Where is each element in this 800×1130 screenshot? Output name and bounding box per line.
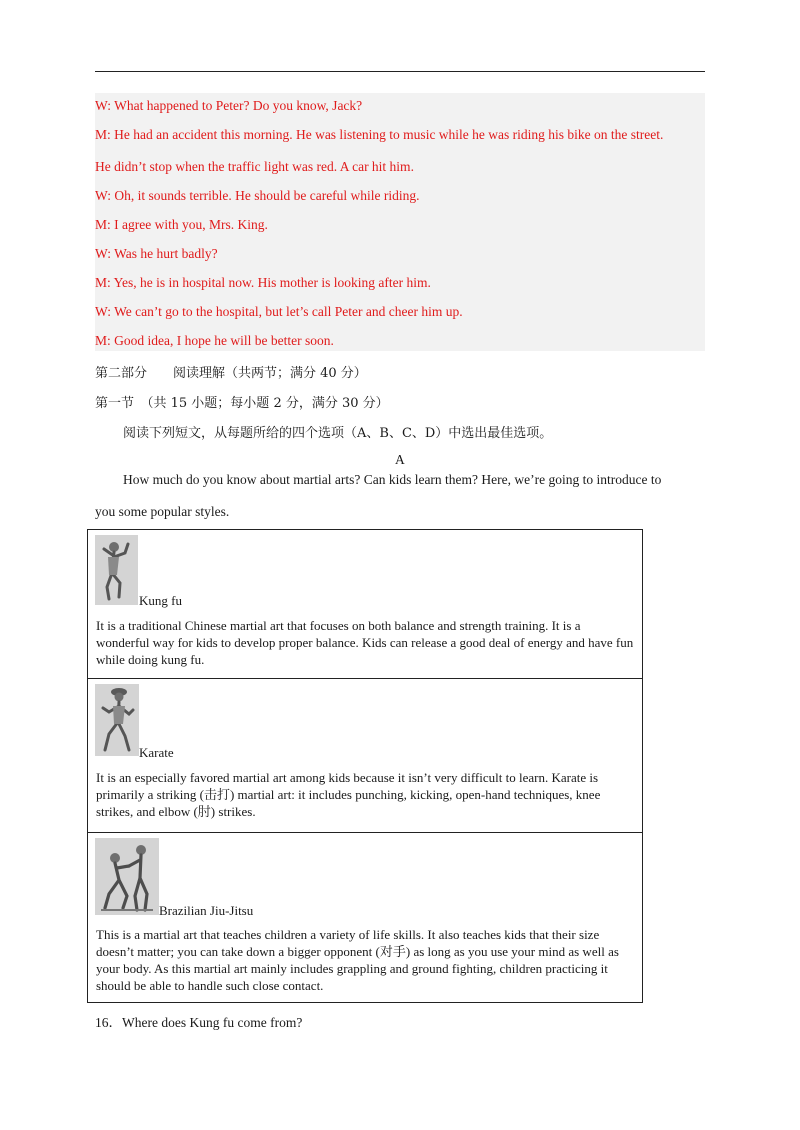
passage-label: A <box>395 452 405 467</box>
jiu-jitsu-illustration <box>95 838 159 915</box>
dialogue-line: M: Yes, he is in hospital now. His mother is looking after him. <box>95 275 431 290</box>
table-row <box>88 833 642 1002</box>
intro-line-2: you some popular styles. <box>95 504 230 519</box>
table-row <box>88 530 642 679</box>
style-name: Kung fu <box>139 593 182 608</box>
dialogue-line: W: Was he hurt badly? <box>95 246 218 261</box>
table-row <box>88 679 642 833</box>
dialogue-line: W: What happened to Peter? Do you know, Jack? <box>95 98 363 113</box>
dialogue-line: M: I agree with you, Mrs. King. <box>95 217 268 232</box>
style-description: It is a traditional Chinese martial art that focuses on both balance and strength training. It is a wonderful way for kids to develop proper balance. Kids can release a good deal of energy and have fun while doing kung fu. <box>96 618 634 667</box>
part-heading: 第二部分 阅读理解（共两节；满分 40 分） <box>95 366 367 381</box>
subsection-heading: 第一节 （共 15 小题；每小题 2 分，满分 30 分） <box>95 396 389 411</box>
martial-arts-table <box>87 529 643 1003</box>
listening-transcript <box>95 93 705 351</box>
dialogue-line: M: He had an accident this morning. He was listening to music while he was riding his bike on the street. <box>95 127 664 142</box>
style-name: Brazilian Jiu-Jitsu <box>159 903 254 918</box>
intro-line-1: How much do you know about martial arts? Can kids learn them? Here, we’re going to introduce to <box>123 472 662 487</box>
header-rule <box>95 71 705 72</box>
dialogue-line: W: Oh, it sounds terrible. He should be careful while riding. <box>95 188 420 203</box>
question-16: 16．Where does Kung fu come from? <box>95 1015 303 1030</box>
karate-illustration <box>95 684 139 756</box>
dialogue-line: He didn’t stop when the traffic light was red. A car hit him. <box>95 159 414 174</box>
kung-fu-illustration <box>95 535 138 605</box>
style-description: This is a martial art that teaches children a variety of life skills. It also teaches kids that their size doesn’t matter; you can take down a bigger opponent (对手) as long as you use your mind as well as your body. As this martial art mainly includes grappling and ground fighting, children practicing it should be able to handle such close contact. <box>96 927 619 993</box>
instruction: 阅读下列短文，从每题所给的四个选项（A、B、C、D）中选出最佳选项。 <box>123 426 553 441</box>
dialogue-line: W: We can’t go to the hospital, but let’s call Peter and cheer him up. <box>95 304 463 319</box>
dialogue-line: M: Good idea, I hope he will be better soon. <box>95 333 334 348</box>
style-description: It is an especially favored martial art among kids because it isn’t very difficult to learn. Karate is primarily a striking (击打) martial art: it includes punching, kicking, open-hand techniques, knee strikes, and elbow (肘) strikes. <box>96 770 601 819</box>
style-name: Karate <box>139 745 174 760</box>
